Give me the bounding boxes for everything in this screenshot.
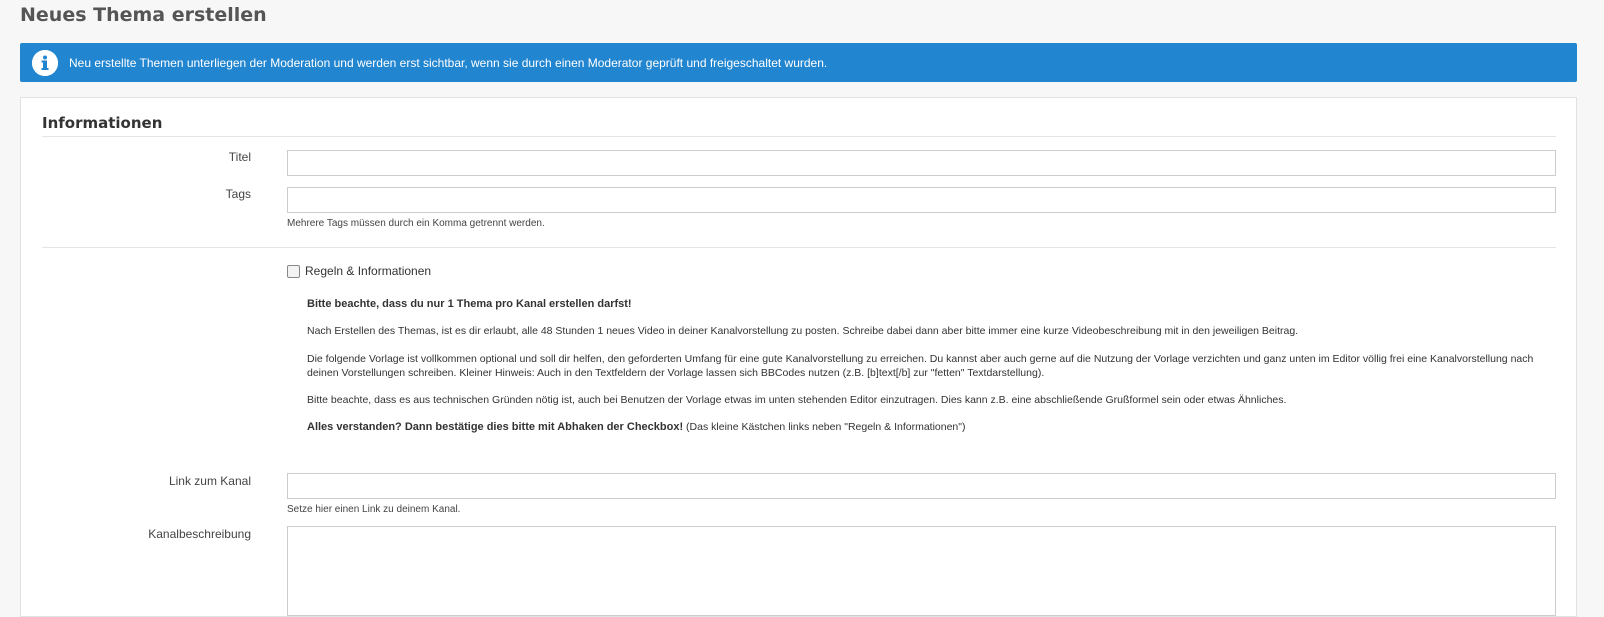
channel-link-input[interactable] (287, 473, 1556, 499)
channel-description-label: Kanalbeschreibung (148, 527, 251, 541)
rules-paragraph-5-bold: Alles verstanden? Dann bestätige dies bitte mit Abhaken der Checkbox! (307, 421, 684, 433)
section-title: Informationen (42, 114, 163, 132)
divider (42, 247, 1556, 248)
info-icon (32, 50, 58, 76)
rules-paragraph-5-rest: (Das kleine Kästchen links neben "Regeln & Informationen") (683, 421, 966, 433)
tags-input[interactable] (287, 187, 1556, 213)
rules-checkbox-label[interactable]: Regeln & Informationen (305, 264, 432, 278)
rules-paragraph-3: Die folgende Vorlage ist vollkommen optional und soll dir helfen, den geforderten Umfang für eine gute Kanalvorstellung zu erreichen. Du kannst aber auch gerne auf die Nutzung der Vorlage verzichten und ganz unten im Editor völlig frei eine Kanalvorstellung nach deinen Vorstellungen schreiben. Kleiner Hinweis: Auch in den Textfeldern der Vorlage lassen sich BBCodes nutzen (z.B. [b]text[/b] zur "fetten" Textdarstellung). (307, 353, 1534, 379)
channel-link-label: Link zum Kanal (168, 474, 251, 488)
rules-checkbox-row[interactable] (287, 264, 431, 278)
title-input[interactable] (287, 150, 1556, 176)
rules-info (307, 297, 1537, 311)
moderation-notice (20, 43, 1577, 82)
notice-text: Neu erstellte Themen unterliegen der Moderation und werden erst sichtbar, wenn sie durch einen Moderator geprüft und freigeschaltet wurden. (69, 55, 828, 70)
tags-hint: Mehrere Tags müssen durch ein Komma getrennt werden. (287, 218, 545, 229)
title-label: Titel (228, 150, 251, 164)
information-panel (20, 97, 1577, 617)
rules-paragraph-1: Bitte beachte, dass du nur 1 Thema pro Kanal erstellen darfst! (307, 298, 632, 310)
divider (42, 136, 1556, 137)
rules-checkbox[interactable] (287, 265, 300, 278)
rules-paragraph-4: Bitte beachte, dass es aus technischen Gründen nötig ist, auch bei Benutzen der Vorlage etwas im unten stehenden Editor einzutragen. Dies kann z.B. eine abschließende Grußformel sein oder etwas Ähnliches. (307, 394, 1287, 406)
channel-link-hint: Setze hier einen Link zu deinem Kanal. (287, 504, 461, 515)
page-title: Neues Thema erstellen (20, 4, 267, 26)
tags-label: Tags (225, 187, 251, 201)
rules-paragraph-2: Nach Erstellen des Themas, ist es dir erlaubt, alle 48 Stunden 1 neues Video in deiner Kanalvorstellung zu posten. Schreibe dabei dann aber bitte immer eine kurze Videobeschreibung mit in den jeweiligen Beitrag. (307, 325, 1299, 337)
